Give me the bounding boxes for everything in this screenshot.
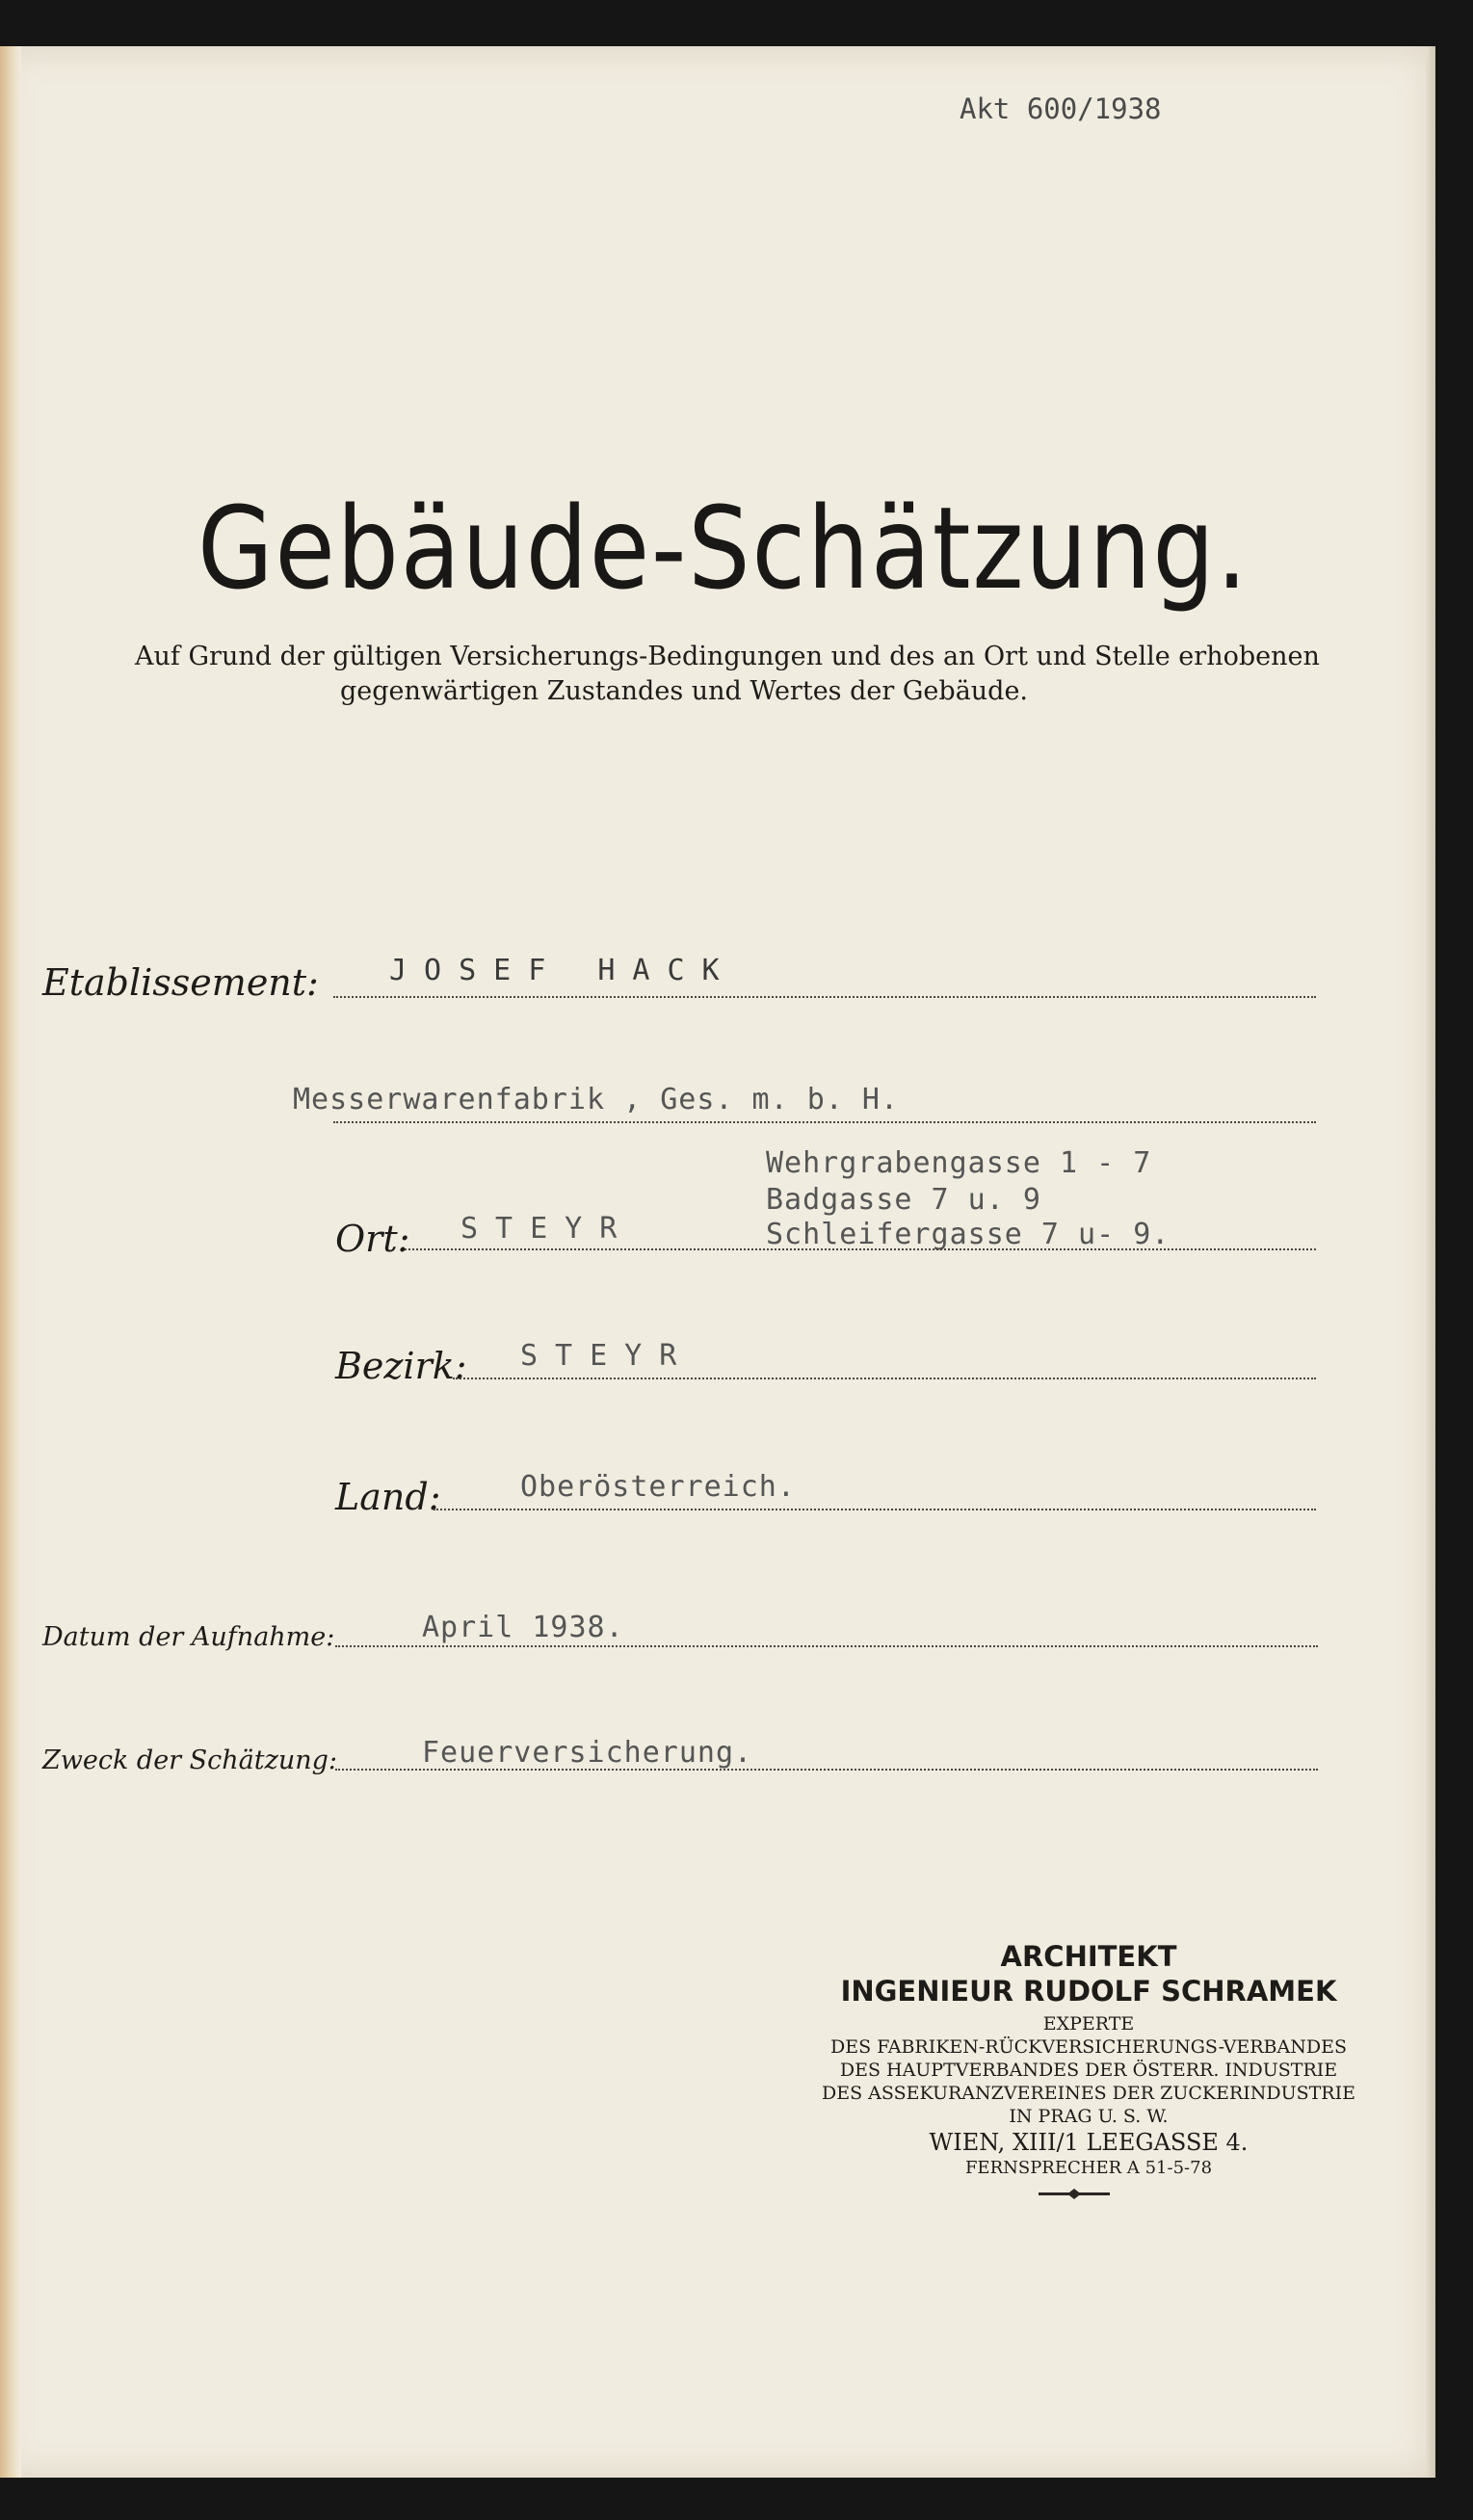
- zweck-value: Feuerversicherung.: [422, 1736, 753, 1770]
- page-right-edge: [1426, 46, 1435, 2478]
- etablissement-dotted-line-2: [333, 1121, 1316, 1123]
- datum-value: April 1938.: [422, 1611, 624, 1644]
- bezirk-value: STEYR: [520, 1339, 695, 1373]
- stamp-line-4: DES FABRIKEN-RÜCKVERSICHERUNGS-VERBANDES: [830, 2036, 1347, 2058]
- stamp-address: WIEN, XIII/1 LEEGASSE 4.: [929, 2129, 1249, 2156]
- ort-address-line-1: Wehrgrabengasse 1 - 7: [766, 1146, 1152, 1180]
- page-binding-edge: [0, 46, 21, 2478]
- stamp-role: EXPERTE: [1042, 2013, 1135, 2034]
- ort-value: STEYR: [460, 1212, 635, 1246]
- document-title: Gebäude-Schätzung.: [197, 482, 1249, 615]
- stamp-line-5: DES HAUPTVERBANDES DER ÖSTERR. INDUSTRIE: [839, 2060, 1338, 2081]
- etablissement-dotted-line: [333, 996, 1316, 998]
- stamp-title: ARCHITEKT: [1000, 1940, 1177, 1973]
- ort-dotted-line: [405, 1248, 1316, 1250]
- etablissement-label: Etablissement:: [42, 961, 319, 1004]
- stamp-line-7: IN PRAG U. S. W.: [1009, 2106, 1169, 2127]
- ort-address-line-3: Schleifergasse 7 u- 9.: [766, 1218, 1171, 1251]
- etablissement-value-line2: Messerwarenfabrik , Ges. m. b. H.: [293, 1083, 900, 1116]
- zweck-label: Zweck der Schätzung:: [42, 1746, 338, 1775]
- bezirk-label: Bezirk:: [335, 1345, 467, 1387]
- ort-address-line-2: Badgasse 7 u. 9: [766, 1183, 1041, 1217]
- etablissement-value: JOSEF HACK: [389, 954, 737, 987]
- bezirk-dotted-line: [453, 1378, 1316, 1379]
- subtitle-line-1: Auf Grund der gültigen Versicherungs-Bedingungen und des an Ort und Stelle erhobenen: [135, 642, 1320, 671]
- land-value: Oberösterreich.: [520, 1470, 796, 1504]
- datum-dotted-line: [335, 1645, 1318, 1647]
- land-label: Land:: [335, 1476, 441, 1518]
- land-dotted-line: [434, 1509, 1316, 1510]
- zweck-dotted-line: [335, 1769, 1318, 1771]
- stamp-phone: FERNSPRECHER A 51-5-78: [964, 2158, 1213, 2178]
- datum-label: Datum der Aufnahme:: [42, 1622, 335, 1652]
- subtitle-line-2: gegenwärtigen Zustandes und Wertes der Gebäude.: [339, 676, 1029, 706]
- file-number: Akt 600/1938: [960, 92, 1162, 125]
- ort-label: Ort:: [335, 1218, 410, 1260]
- stamp-name: INGENIEUR RUDOLF SCHRAMEK: [840, 1975, 1337, 2008]
- stamp-line-6: DES ASSEKURANZVEREINES DER ZUCKERINDUSTRIE: [822, 2083, 1355, 2104]
